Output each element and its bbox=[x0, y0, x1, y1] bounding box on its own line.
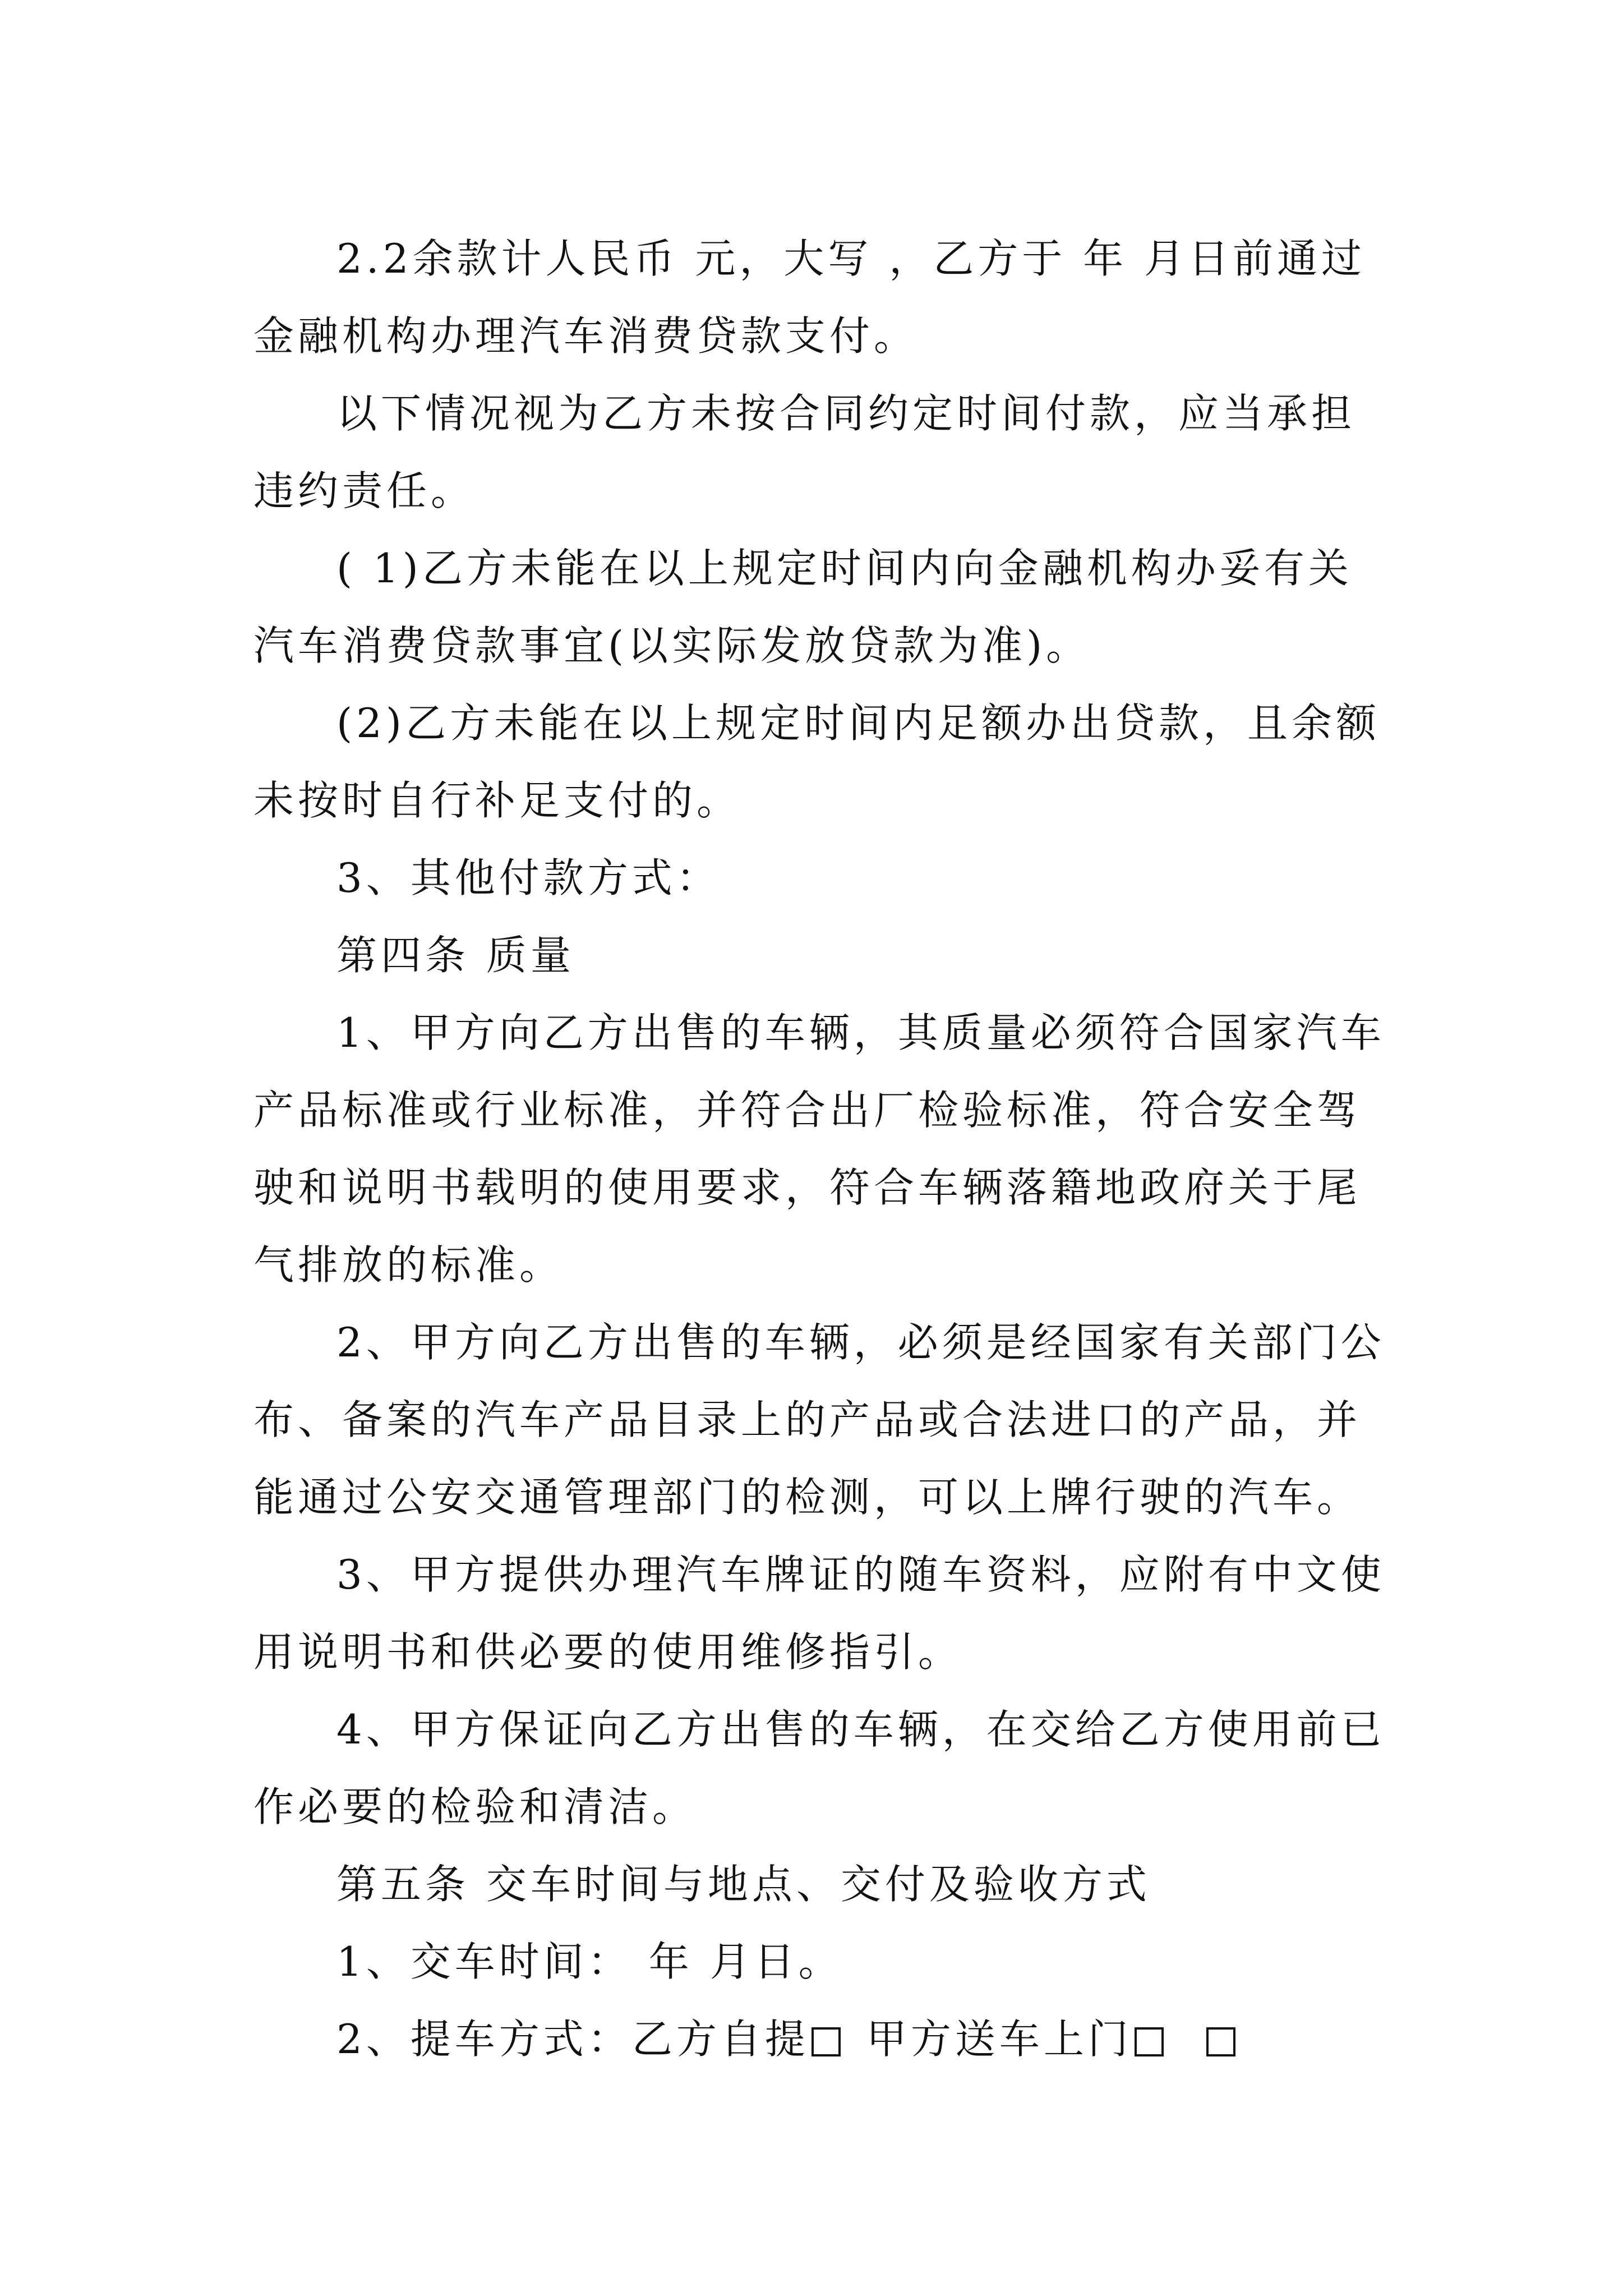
paragraph-delivery-time: 1、交车时间： 年 月日。 bbox=[336, 1938, 843, 1985]
paragraph-quality-4: 4、甲方保证向乙方出售的车辆，在交给乙方使用前已作必要的检验和清洁。 bbox=[253, 1706, 1385, 1830]
pickup-option-delivery-label: 甲方送车上门 bbox=[866, 2016, 1132, 2063]
paragraph-quality-3: 3、甲方提供办理汽车牌证的随车资料，应附有中文使用说明书和供必要的使用维修指引。 bbox=[253, 1551, 1385, 1676]
heading-article-5-delivery: 第五条 交车时间与地点、交付及验收方式 bbox=[336, 1861, 1151, 1908]
pickup-self-checkbox[interactable] bbox=[811, 2027, 841, 2056]
paragraph-other-payment: 3、其他付款方式： bbox=[336, 854, 721, 901]
paragraph-pickup-method bbox=[253, 2000, 1386, 2078]
pickup-option-self-label: 乙方自提 bbox=[631, 2016, 809, 2063]
heading-article-4-quality: 第四条 质量 bbox=[336, 932, 575, 979]
paragraph-quality-1: 1、甲方向乙方出售的车辆，其质量必须符合国家汽车产品标准或行业标准，并符合出厂检验标准，符合安全驾驶和说明书载明的使用要求，符合车辆落籍地政府关于尾气排放的标准。 bbox=[253, 1009, 1385, 1289]
document-body bbox=[253, 220, 1386, 2078]
pickup-other-checkbox[interactable] bbox=[1206, 2027, 1235, 2056]
paragraph-balance-payment: 2.2余款计人民币 元，大写 ，乙方于 年 月日前通过金融机构办理汽车消费贷款支付。 bbox=[253, 235, 1366, 360]
pickup-label: 2、提车方式： bbox=[336, 2016, 632, 2063]
paragraph-breach-conditions: 以下情况视为乙方未按合同约定时间付款，应当承担违约责任。 bbox=[253, 390, 1356, 514]
pickup-delivery-checkbox[interactable] bbox=[1135, 2027, 1164, 2056]
paragraph-condition-2: (2)乙方未能在以上规定时间内足额办出贷款，且余额未按时自行补足支付的。 bbox=[253, 700, 1380, 824]
paragraph-condition-1: ( 1)乙方未能在以上规定时间内向金融机构办妥有关汽车消费贷款事宜(以实际发放贷款为准)。 bbox=[253, 545, 1353, 669]
paragraph-quality-2: 2、甲方向乙方出售的车辆，必须是经国家有关部门公布、备案的汽车产品目录上的产品或合法进口的产品，并能通过公安交通管理部门的检测，可以上牌行驶的汽车。 bbox=[253, 1319, 1385, 1521]
